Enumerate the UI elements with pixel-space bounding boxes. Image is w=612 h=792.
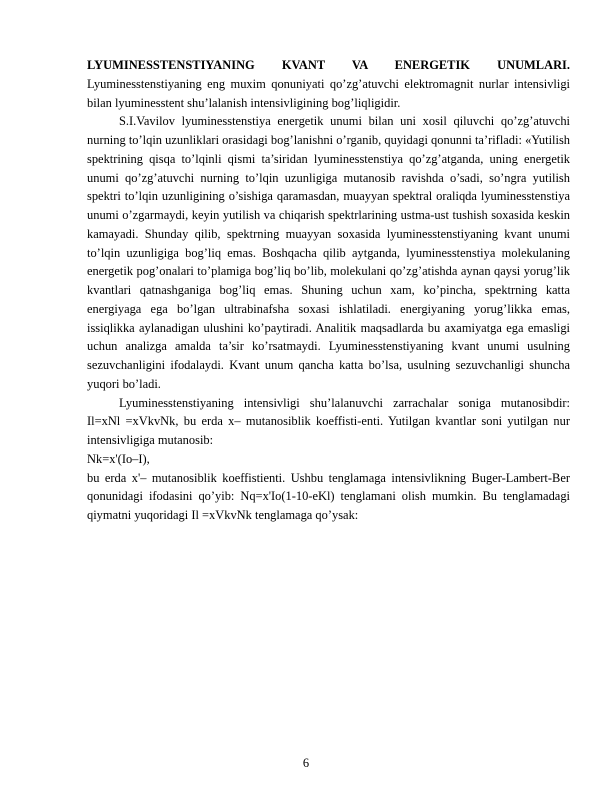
intro-text: Lyuminesstenstiyaning eng muxim qonuniyati qo’zg’atuvchi elektromagnit nurlar intensivligi bilan lyuminesstent shu’lalanish intensivligining bog’liqligidir. xyxy=(87,76,570,110)
paragraph-intro xyxy=(87,56,570,112)
paragraph-intensity: Lyuminesstenstiyaning intensivligi shu’lalanuvchi zarrachalar soniga mutanosibdir: Il=xNl =xVkvNk, bu erda x– mutanosiblik koeffisti-enti. Yutilgan kvantlar soni yutilgan nur intensivligiga mutanosib: xyxy=(87,395,570,447)
paragraph-buger-lambert-ber: bu erda x'– mutanosiblik koeffistienti. Ushbu tenglamaga intensivlikning Buger-Lambert-Ber qonunidagi ifodasini qo’yib: Nq=x'Io(1-10-eKl) tenglamani olish mumkin. Bu tenglamadagi qiymatni yuqoridagi Il =xVkvNk tenglamaga qo’ysak: xyxy=(87,470,570,522)
page-number: 6 xyxy=(302,756,310,770)
paragraph-vavilov-law: S.I.Vavilov lyuminesstenstiya energetik unumi bilan uni xosil qiluvchi qo’zg’atuvchi nurning to’lqin uzunliklari orasidagi bog’lanishni o’rganib, quyidagi qonunni ta’rifladi: «Yutilish spektrining qisqa to’lqinli qismi ta’siridan lyuminesstenstiya qo’zg’atganda, uning energetik unumi qo’zg’atuvchi nurning to’lqin uzunligiga mutanosib ravishda o’sadi, so’ngra yutilish spektri to’lqin uzunligining o’sishiga qaramasdan, muayyan spektral oraliqda lyuminesstenstiya unumi o’zgarmaydi, keyin yutilish va chiqarish spektrlarining ustma-ust tushish soxasida keskin kamayadi. Shunday qilib, spektrning muayyan soxasida lyuminesstenstiyaning kvant unumi to’lqin uzunligiga bog’liq emas. Boshqacha qilib aytganda, lyuminesstenstiya molekulaning energetik pog’onalari to’plamiga bog’liq bo’lib, molekulani qo’zg’atishda aynan qaysi yorug’lik kvantlari qatnashganiga bog’liq emas. Shuning uchun xam, ko’pincha, spektrning katta energiyaga ega bo’lgan ultrabinafsha soxasi ishlatiladi. energiyaning yorug’likka emas, issiqlikka aylanadigan ulushini ko’paytiradi. Analitik maqsadlarda bu axamiyatga ega emasligi uchun analizga amalda ta’sir ko’rsatmaydi. Lyuminesstenstiyaning kvant unumi usulning sezuvchanligini ifodalaydi. Kvant unum qancha katta bo’lsa, usulning sezuvchanligi shuncha yuqori bo’ladi. xyxy=(87,114,570,391)
section-heading: LYUMINESSTENSTIYANING KVANT VA ENERGETIK UNUMLARI. xyxy=(87,58,570,72)
document-body xyxy=(87,56,570,525)
formula-line: Nk=x'(Io–I), xyxy=(87,451,150,466)
